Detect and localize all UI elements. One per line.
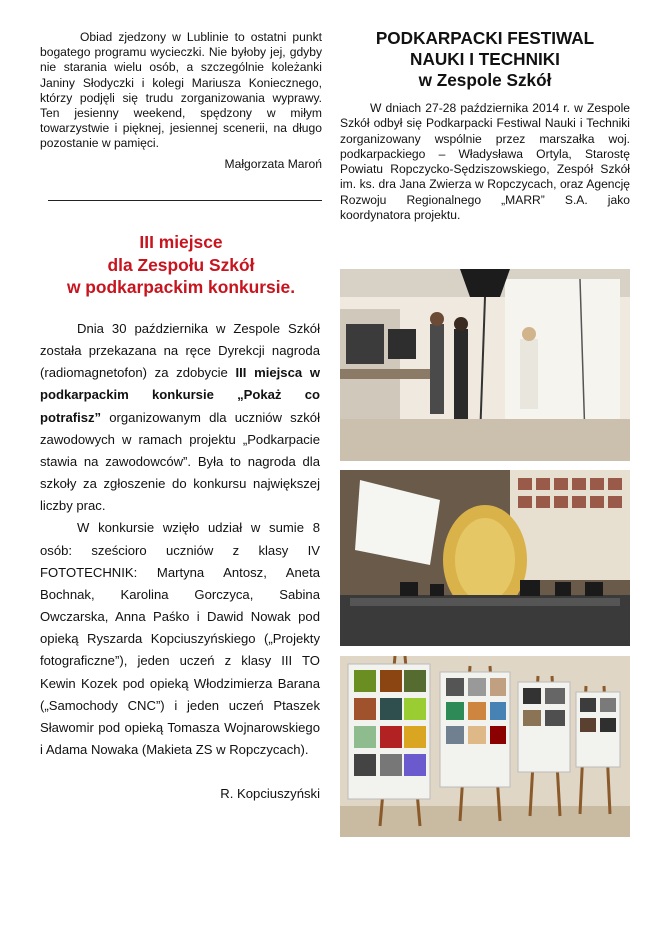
award-p1-bold: III miejsca w podkarpackim konkursie „Pokaż co potrafisz” xyxy=(40,365,320,425)
festival-headline xyxy=(340,28,630,91)
award-paragraph-1 xyxy=(40,318,320,517)
award-signature: R. Kopciuszyński xyxy=(220,786,320,802)
festival-headline-line2: NAUKI I TECHNIKI xyxy=(410,49,560,69)
previous-article-ending xyxy=(40,30,322,172)
award-p1-start: Dnia 30 października w Zespole Szkół została przekazana na ręce Dyrekcji nagroda (radiomagnetofon) za zdobycie xyxy=(40,321,320,381)
award-headline xyxy=(40,231,322,299)
festival-headline-line3: w Zespole Szkół xyxy=(418,70,552,90)
award-article xyxy=(40,318,320,805)
award-paragraph-2: W konkursie wzięło udział w sumie 8 osób: sześcioro uczniów z klasy IV FOTOTECHNIK: Martyna Antosz, Aneta Bochnak, Karolina Gorczyca, Sabina Owczarska, Anna Paśko i Dawid Nowak pod opieką Ryszarda Kopciuszyńskiego („Projekty fotograficzne”), jeden uczeń z klasy III TO Kewin Kozek pod opieką Włodzimierza Barana („Samochody CNC”) i jeden uczeń Ptaszek Sławomir pod opieką Tomasza Wojnarowskiego i Adama Nowaka (Makieta ZS w Ropczycach). xyxy=(40,520,320,757)
trip-paragraph: Obiad zjedzony w Lublinie to ostatni punkt bogatego programu wycieczki. Nie byłoby jej, gdyby nie starania wielu osób, a szczególnie koleżanki Janiny Słodyczki i kolegi Mariusza Koniecznego, którzy podjęli się trudu zorganizowania wyprawy. Ten jesienny weekend, spędzony w miłym towarzystwie i pięknej, jesiennej scenerii, na długo pozostanie w pamięci. xyxy=(40,30,322,151)
award-headline-line2: dla Zespołu Szkół xyxy=(107,254,255,275)
festival-paragraph: W dniach 27-28 października 2014 r. w Zespole Szkół odbył się Podkarpacki Festiwal Nauki i Techniki zorganizowany wspólnie przez marszałka woj. podkarpackiego – Władysława Ortyla, Starostę Powiatu Ropczycko-Sędziszowskiego, Zespół Szkół im. ks. dra Jana Zwierza w Ropczycach, oraz Agencję Rozwoju Regionalnego „MARR” S.A. jako koordynatora projektu. xyxy=(340,101,630,222)
award-headline-line3: w podkarpackim konkursie. xyxy=(66,277,296,298)
trip-signature: Małgorzata Maroń xyxy=(224,156,322,171)
photo-studio-photo xyxy=(340,269,630,461)
photo-exhibition-photo xyxy=(340,656,630,837)
festival-headline-line1: PODKARPACKI FESTIWAL xyxy=(375,28,595,48)
section-divider xyxy=(48,200,322,201)
award-p1-end: organizowanym dla uczniów szkół zawodowych w ramach projektu „Podkarpacie stawia na zawodowców”. Była to nagroda dla szkoły za zgłoszenie do konkursu największej liczby prac. xyxy=(40,409,320,514)
photo-equipment-photo xyxy=(340,470,630,646)
festival-article xyxy=(340,28,630,223)
award-headline-line1: III miejsce xyxy=(139,232,223,252)
